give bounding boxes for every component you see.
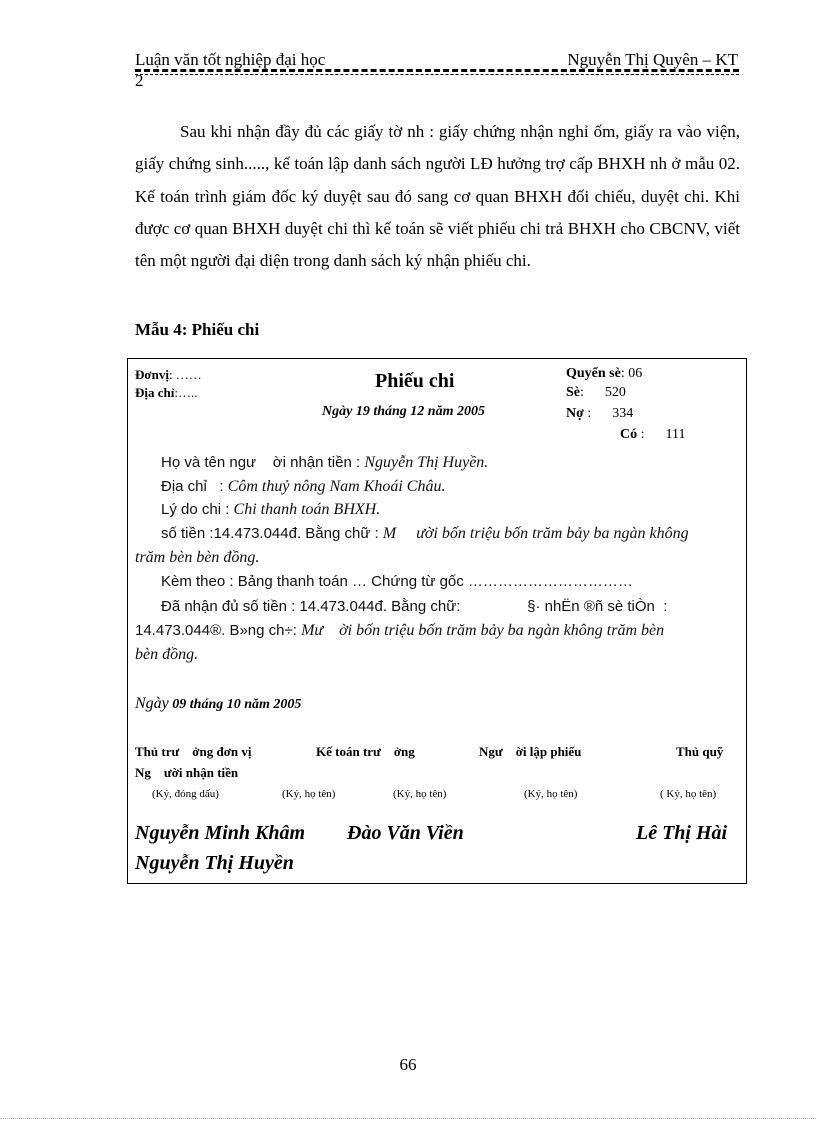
received-amount-words: Mư ời bốn triệu bốn trăm bảy ba ngàn không trăm bèn <box>301 622 665 639</box>
sig-note-cashier: (Ký, họ tên) <box>524 788 578 800</box>
signer-cashier: Lê Thị Hài <box>636 822 728 844</box>
signer-chief-accountant: Đào Văn Viền <box>347 822 464 844</box>
sig-title-cashier: Thủ quỹ <box>676 744 724 759</box>
sig-note-director: (Ký, đóng dấu) <box>152 788 219 800</box>
debit-value: : 334 <box>583 406 634 421</box>
sig-title-chief-accountant: Kế toán trư ởng <box>316 744 415 759</box>
attachments-line: Kèm theo : Bảng thanh toán … Chứng từ gốc …………………………… <box>161 573 633 590</box>
amount-label: số tiền :14.473.044đ. Bằng chữ : <box>161 525 383 542</box>
recipient-line <box>161 454 488 472</box>
received-line: Đã nhận đủ số tiền : 14.473.044đ. Bằng chữ: §· nhËn ®ñ sè tiÒn : <box>161 598 668 615</box>
recipient-address-value: Côm thuỷ nông Nam Khoái Châu. <box>227 478 446 495</box>
book-number <box>566 366 642 382</box>
recipient-address-label: Địa chỉ : <box>161 478 228 495</box>
address-field <box>135 385 198 401</box>
signer-director: Nguyễn Minh Khâm <box>135 822 306 844</box>
voucher-title: Phiếu chi <box>375 370 455 392</box>
book-number-label: Quyển sè <box>566 366 621 381</box>
sig-note-preparer: (Ký, họ tên) <box>393 788 447 800</box>
voucher-number <box>566 385 626 401</box>
amount-line <box>161 525 689 543</box>
unit-field <box>135 367 202 383</box>
header-number: 2 <box>135 71 144 90</box>
debit-label: Nợ <box>566 406 584 421</box>
body-paragraph: Sau khi nhận đầy đủ các giấy tờ nh : giấy chứng nhận nghỉ ốm, giấy ra vào viện, giấy chứng sinh....., kế toán lập danh sách người LĐ hưởng trợ cấp BHXH nh ở mẫu 02. Kế toán trình giám đốc ký duyệt sau đó sang cơ quan BHXH đối chiếu, duyệt chi. Khi được cơ quan BHXH duyệt chi thì kế toán sẽ viết phiếu chi trả BHXH cho CBCNV, viết tên một người đại diện trong danh sách ký nhận phiếu chi. <box>135 122 740 271</box>
recipient-address-line <box>161 478 445 496</box>
reason-line <box>161 501 380 519</box>
sign-date-value: 09 tháng 10 năm 2005 <box>168 697 302 712</box>
header-divider <box>135 69 739 72</box>
sign-date-prefix: Ngày <box>135 695 169 712</box>
page-bottom-edge <box>0 1118 816 1119</box>
recipient-value: Nguyễn Thị Huyền. <box>364 454 489 471</box>
header-author: Nguyễn Thị Quyên – KT <box>567 50 738 69</box>
sign-date <box>135 695 301 713</box>
address-value: :….. <box>174 385 198 400</box>
amount-in-words-cont: trăm bèn bèn đồng. <box>135 549 260 566</box>
recipient-label: Họ và tên ngư ời nhận tiền : <box>161 454 365 471</box>
credit-label: Có <box>620 427 638 442</box>
header-divider-thin <box>135 74 739 75</box>
sig-note-chief-accountant: (Ký, họ tên) <box>282 788 336 800</box>
page-number: 66 <box>399 1055 417 1074</box>
unit-label: Đơnvị <box>135 367 169 382</box>
debit-account <box>566 406 633 422</box>
reason-value: Chi thanh toán BHXH. <box>233 501 381 518</box>
amount-in-words: M ười bốn triệu bốn trăm bảy ba ngàn không <box>382 525 689 542</box>
signer-recipient: Nguyễn Thị Huyền <box>135 852 294 874</box>
received-amount-words-end: bèn đồng. <box>135 646 199 663</box>
voucher-number-value: : 520 <box>580 385 626 400</box>
sig-title-director: Thủ trư ởng đơn vị <box>135 744 252 759</box>
credit-account <box>620 427 685 443</box>
received-amount-label: 14.473.044®. B»ng ch÷: <box>135 622 302 639</box>
sig-title-recipient: Ng ười nhận tiền <box>135 765 239 780</box>
voucher-date: Ngày 19 tháng 12 năm 2005 <box>322 404 485 419</box>
address-label: Địa chỉ <box>135 385 175 400</box>
amount-line-cont <box>135 549 259 567</box>
reason-label: Lý do chi : <box>161 501 234 518</box>
received-line-end <box>135 646 198 664</box>
credit-value: : 111 <box>637 427 686 442</box>
section-title: Mẫu 4: Phiếu chi <box>135 320 260 339</box>
voucher-number-label: Sè <box>566 385 580 400</box>
header-title: Luận văn tốt nghiệp đại học <box>135 50 326 69</box>
sig-title-preparer: Ngư ời lập phiếu <box>479 744 582 759</box>
received-line-cont <box>135 622 664 640</box>
unit-value: : …… <box>168 367 202 382</box>
sig-note-recipient: ( Ký, họ tên) <box>660 788 717 800</box>
book-number-value: : 06 <box>620 366 643 381</box>
